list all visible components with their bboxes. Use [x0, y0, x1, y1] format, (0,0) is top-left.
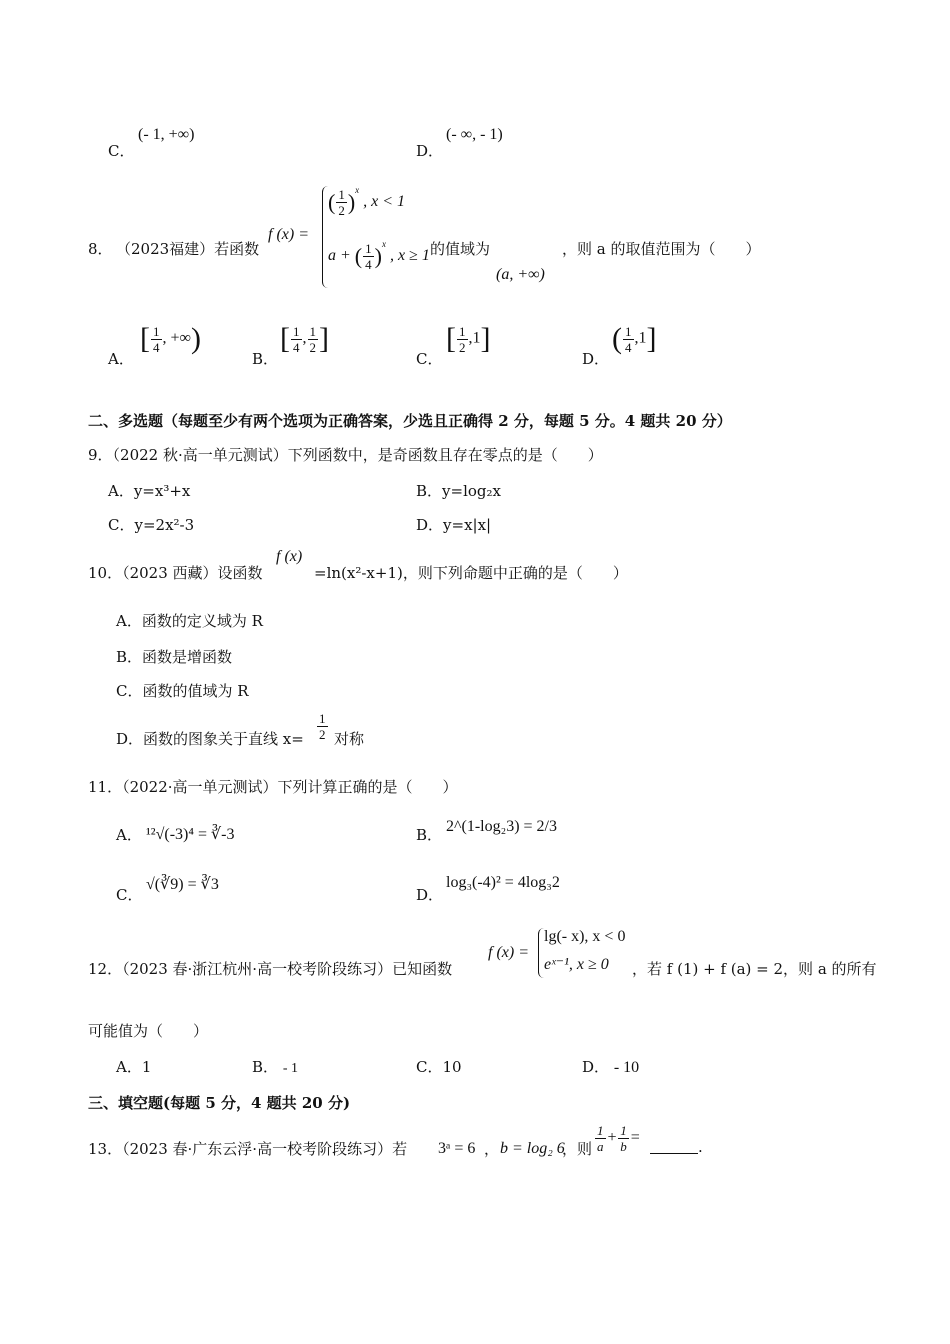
q12-option-d-label: D． — [582, 1058, 610, 1076]
q9-stem: 9．（2022 秋·高一单元测试）下列函数中，是奇函数且存在零点的是（ ） — [88, 446, 603, 464]
q12-option-b[interactable] — [252, 1056, 298, 1077]
q11-stem: 11．（2022·高一单元测试）下列计算正确的是（ ） — [88, 778, 458, 796]
q12-stem-tail: ，若 f (1) + f (a) = 2，则 a 的所有 — [632, 960, 877, 978]
q8-range: (a, +∞) — [496, 266, 545, 283]
section-2-heading: 二、多选题（每题至少有两个选项为正确答案，少选且正确得 2 分，每题 5 分。4 题共 20 分） — [88, 412, 732, 430]
q8-option-a-math: [ $\frac{1}{4}$ , +∞) — [140, 322, 201, 355]
q8-option-b-math: [ $\frac{1}{4}$ , $\frac{1}{2}$ ] — [280, 322, 329, 355]
q8-option-d-label: D． — [582, 350, 610, 368]
q7-option-c[interactable] — [108, 140, 134, 161]
q11-option-d-math: log₃(-4)² = 4log₃2 — [446, 874, 560, 891]
q13-stem: 13．（2023 春·广东云浮·高一校考阶段练习）若 — [88, 1140, 408, 1158]
q7-option-d-math: (- ∞, - 1) — [446, 126, 503, 143]
q10-option-a[interactable]: A．函数的定义域为 R — [116, 612, 263, 630]
q12-stem-line2: 可能值为（ ） — [88, 1022, 209, 1040]
q12-option-d-value: - 10 — [613, 1059, 640, 1076]
q8-option-c-math: [ $\frac{1}{2}$ ,1] — [446, 322, 491, 355]
q13-condition-1: 3ᵃ = 6 — [438, 1140, 476, 1157]
q12-option-c[interactable]: C．10 — [416, 1058, 462, 1076]
q13-expression: $\frac{1}{a}$ + $\frac{1}{b}$ = — [597, 1123, 641, 1154]
q8-option-c-label: C． — [416, 350, 443, 368]
q11-option-a-math: ¹²√(-3)⁴ = ∛-3 — [146, 826, 235, 843]
q10-fx: f (x) — [276, 548, 303, 565]
q12-option-b-value: - 1 — [282, 1061, 298, 1076]
q12-option-a[interactable]: A．1 — [116, 1058, 152, 1076]
q13-separator: ， — [484, 1140, 500, 1158]
q10-option-d-text: D．函数的图象关于直线 x= — [116, 730, 304, 748]
q8-option-a-label: A． — [108, 350, 134, 368]
q12-stem: 12．（2023 春·浙江杭州·高一校考阶段练习）已知函数 — [88, 960, 453, 978]
section-3-heading: 三、填空题(每题 5 分，4 题共 20 分) — [88, 1094, 351, 1112]
q12-option-b-label: B． — [252, 1058, 279, 1076]
q7-option-c-math: (- 1, +∞) — [138, 126, 195, 143]
q11-option-b[interactable] — [416, 824, 442, 845]
q13-answer-blank[interactable] — [650, 1140, 698, 1158]
q8-option-b-label: B． — [252, 350, 279, 368]
q12-piece2: eˣ⁻¹, x ≥ 0 — [544, 956, 609, 973]
q10-option-d-tail: 对称 — [334, 730, 365, 748]
q10-stem: 10．（2023 西藏）设函数 — [88, 564, 263, 582]
q9-option-a[interactable]: A．y=x³+x — [108, 482, 191, 500]
q7-option-d-label: D． — [416, 142, 444, 160]
q9-option-c[interactable]: C．y=2x²-3 — [108, 516, 195, 534]
q8-option-b[interactable] — [252, 348, 278, 369]
q8-piece2: a + ( $\frac{1}{4}$ )$^x$ , x ≥ 1 — [328, 239, 430, 272]
q8-option-c[interactable] — [416, 348, 442, 369]
q10-option-c[interactable]: C．函数的值域为 R — [116, 682, 249, 700]
q8-fx: f (x) = — [268, 226, 309, 243]
q12-fx: f (x) = — [488, 944, 529, 961]
q12-piece1: lg(- x), x < 0 — [544, 928, 626, 945]
q11-option-c-math: √(∛9) = ∛3 — [146, 876, 219, 893]
q10-option-b[interactable]: B．函数是增函数 — [116, 648, 233, 666]
q10-option-d-fraction: $\frac{1}{2}$ — [319, 711, 326, 742]
q8-option-d[interactable] — [582, 348, 609, 369]
q11-option-c[interactable] — [116, 884, 142, 905]
q8-stem: （2023福建）若函数 — [116, 240, 260, 258]
q11-option-c-label: C． — [116, 886, 143, 904]
q8-option-a[interactable] — [108, 348, 134, 369]
q13-end: . — [698, 1138, 703, 1156]
q13-then: ，则 — [562, 1140, 593, 1158]
q8-stem-range-label: 的值域为 — [430, 240, 491, 258]
q10-option-d[interactable] — [116, 728, 304, 749]
q9-option-d[interactable]: D．y=x|x| — [416, 516, 492, 534]
q13-condition-2: b = log₂ 6 — [500, 1140, 565, 1157]
q11-option-a-label: A． — [116, 826, 142, 844]
q10-stem-tail: =ln(x²-x+1)，则下列命题中正确的是（ ） — [314, 564, 628, 582]
q8-piece1: ( $\frac{1}{2}$ )$^x$ , x < 1 — [328, 185, 406, 218]
q7-option-c-label: C． — [108, 142, 135, 160]
q11-option-b-label: B． — [416, 826, 443, 844]
q8-number: 8． — [88, 240, 113, 258]
q8-stem-tail: ，则 a 的取值范围为（ ） — [562, 240, 761, 258]
q12-option-d[interactable] — [582, 1056, 639, 1077]
q7-option-d[interactable] — [416, 140, 443, 161]
q11-option-b-math: 2^(1-log₂3) = 2/3 — [446, 818, 557, 835]
q11-option-d-label: D． — [416, 886, 444, 904]
q8-option-d-math: ( $\frac{1}{4}$ ,1] — [612, 322, 657, 355]
q9-option-b[interactable]: B．y=log₂x — [416, 482, 501, 500]
q11-option-d[interactable] — [416, 884, 443, 905]
q11-option-a[interactable] — [116, 824, 142, 845]
